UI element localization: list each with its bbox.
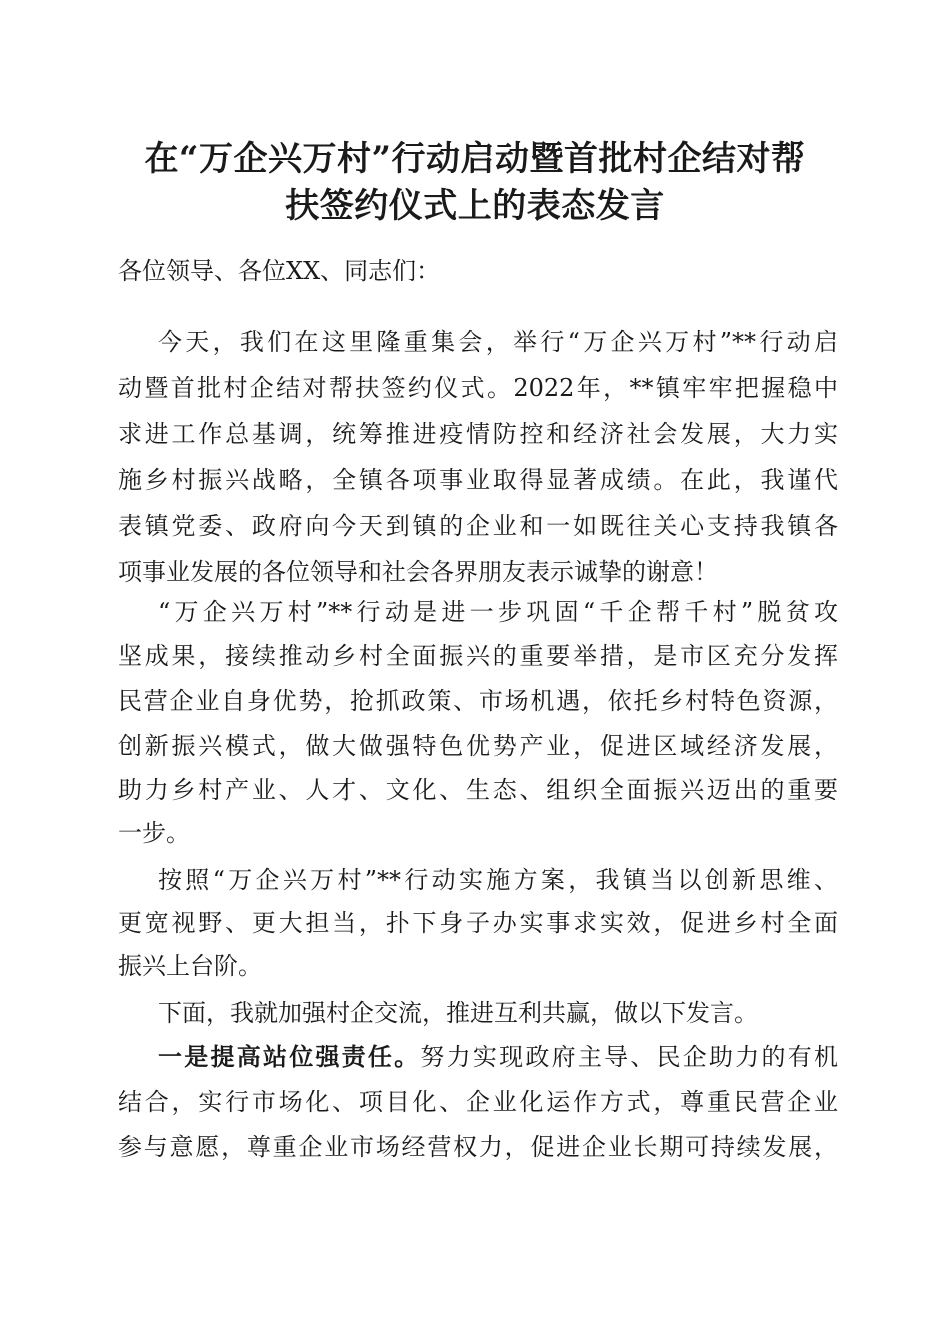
paragraph-4-line-1: 下面，我就加强村企交流，推进互利共赢，做以下发言。	[158, 999, 758, 1027]
paragraph-2-line-4: 创新振兴模式，做大做强特色优势产业，促进区域经济发展，	[118, 732, 838, 760]
paragraph-5-line-1-rest: 努力实现政府主导、民企助力的有机	[420, 1043, 839, 1071]
paragraph-1-line-1: 今天，我们在这里隆重集会，举行“万企兴万村”**行动启	[158, 328, 838, 356]
paragraph-2-line-5: 助力乡村产业、人才、文化、生态、组织全面振兴迈出的重要	[118, 776, 838, 804]
document-title-line-2: 扶签约仪式上的表态发言	[285, 186, 665, 226]
paragraph-2-line-3: 民营企业自身优势，抢抓政策、市场机遇，依托乡村特色资源，	[118, 687, 838, 715]
paragraph-1-line-2: 动暨首批村企结对帮扶签约仪式。2022年，**镇牢牢把握稳中	[118, 374, 838, 402]
paragraph-2-line-6: 一步。	[118, 819, 190, 847]
paragraph-3-line-1: 按照“万企兴万村”**行动实施方案，我镇当以创新思维、	[158, 866, 838, 894]
paragraph-5-line-2: 结合，实行市场化、项目化、企业化运作方式，尊重民营企业	[118, 1088, 838, 1116]
paragraph-5-lead: 一是提高站位强责任。	[158, 1042, 421, 1071]
paragraph-2-line-2: 坚成果，接续推动乡村全面振兴的重要举措，是市区充分发挥	[118, 642, 838, 670]
paragraph-1-line-4: 施乡村振兴战略，全镇各项事业取得显著成绩。在此，我谨代	[118, 466, 838, 494]
paragraph-5-line-1	[158, 1042, 838, 1072]
paragraph-3-line-2: 更宽视野、更大担当，扑下身子办实事求实效，促进乡村全面	[118, 909, 838, 937]
paragraph-1-line-6: 项事业发展的各位领导和社会各界朋友表示诚挚的谢意！	[118, 558, 718, 586]
salutation: 各位领导、各位XX、同志们：	[118, 257, 441, 285]
paragraph-1-line-3: 求进工作总基调，统筹推进疫情防控和经济社会发展，大力实	[118, 420, 838, 448]
paragraph-3-line-3: 振兴上台阶。	[118, 952, 262, 980]
document-title-line-1: 在“万企兴万村”行动启动暨首批村企结对帮	[144, 139, 806, 179]
paragraph-5-line-3: 参与意愿，尊重企业市场经营权力，促进企业长期可持续发展，	[118, 1133, 838, 1161]
paragraph-2-line-1: “万企兴万村”**行动是进一步巩固“千企帮千村”脱贫攻	[158, 598, 838, 626]
paragraph-1-line-5: 表镇党委、政府向今天到镇的企业和一如既往关心支持我镇各	[118, 512, 838, 540]
